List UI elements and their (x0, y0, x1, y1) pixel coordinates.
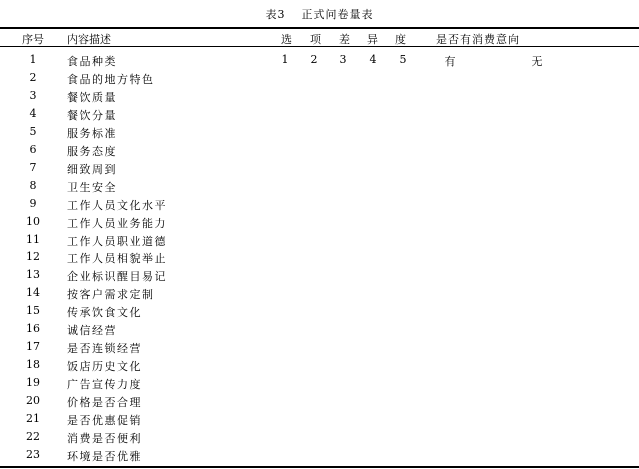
row-description: 工作人员职业道德 (67, 234, 167, 248)
table-row (0, 71, 639, 89)
table-row (0, 233, 639, 251)
table-row (0, 394, 639, 412)
row-description: 工作人员业务能力 (67, 216, 167, 230)
row-description: 广告宣传力度 (67, 378, 142, 392)
row-number: 17 (26, 340, 40, 354)
row-description: 餐饮质量 (67, 90, 117, 104)
row-description: 是否优惠促销 (67, 414, 142, 427)
row-number: 5 (29, 124, 37, 138)
header-desc: 内容描述 (67, 33, 111, 46)
row-number: 10 (26, 214, 40, 228)
table-row (0, 340, 639, 358)
table-row (0, 304, 639, 322)
row-description: 环境是否优雅 (67, 449, 142, 463)
scale-2: 2 (310, 53, 318, 66)
row-description: 卫生安全 (67, 180, 117, 194)
row-description: 价格是否合理 (67, 396, 142, 410)
header-option-2: 项 (310, 33, 321, 46)
header-option-4: 异 (367, 33, 378, 46)
row-description: 按客户需求定制 (67, 288, 155, 302)
row-description: 传承饮食文化 (67, 306, 142, 320)
row-description: 餐饮分量 (67, 108, 117, 122)
row-description: 服务标准 (67, 126, 117, 140)
header-rule (0, 46, 639, 47)
row-number: 9 (29, 196, 37, 210)
scale-3: 3 (339, 53, 347, 66)
row-number: 4 (29, 106, 37, 120)
row-number: 6 (29, 142, 37, 156)
table-row (0, 89, 639, 107)
row-number: 19 (26, 376, 40, 390)
row-number: 15 (26, 304, 40, 318)
table-row (0, 179, 639, 197)
row-number: 18 (26, 358, 40, 372)
table-row (0, 376, 639, 394)
row-description: 工作人员文化水平 (67, 198, 167, 212)
table-row (0, 358, 639, 376)
row-number: 23 (26, 447, 40, 461)
row-number: 22 (26, 429, 40, 443)
table-row (0, 286, 639, 304)
row-number: 7 (29, 160, 37, 174)
table-row (0, 197, 639, 215)
row-number: 16 (26, 322, 40, 336)
intent-no: 无 (531, 55, 543, 68)
header-option-3: 差 (339, 33, 350, 46)
header-option-1: 选 (281, 33, 292, 46)
row-description: 服务态度 (67, 144, 117, 158)
table-row (0, 448, 639, 466)
row-number: 8 (29, 178, 37, 192)
header-no: 序号 (22, 33, 44, 46)
scale-5: 5 (399, 53, 407, 66)
row-number: 3 (29, 88, 37, 102)
table-caption (0, 6, 639, 22)
row-number: 13 (26, 268, 40, 282)
row-number: 1 (29, 53, 37, 66)
row-number: 2 (29, 70, 37, 84)
top-rule (0, 27, 639, 29)
table-label: 表3 (265, 8, 286, 21)
row-number: 14 (26, 286, 40, 300)
table-row (0, 161, 639, 179)
table-row (0, 268, 639, 286)
bottom-rule (0, 466, 639, 468)
row-number: 11 (26, 232, 40, 246)
row-description: 诚信经营 (67, 324, 117, 338)
row-description: 工作人员相貌举止 (67, 252, 167, 266)
row-number: 21 (26, 412, 40, 425)
row-description: 企业标识醒目易记 (67, 270, 167, 284)
table-row (0, 107, 639, 125)
table-row (0, 215, 639, 233)
table-row (0, 143, 639, 161)
row-description: 饭店历史文化 (67, 360, 142, 374)
table-row (0, 250, 639, 268)
row-number: 12 (26, 250, 40, 264)
row-description: 食品种类 (67, 55, 117, 68)
scale-4: 4 (369, 53, 377, 66)
row-description: 细致周到 (67, 162, 117, 176)
header-intent: 是否有消费意向 (436, 33, 520, 46)
row-number: 20 (26, 394, 40, 408)
row-description: 消费是否便利 (67, 431, 142, 445)
table-title: 正式问卷量表 (301, 8, 374, 21)
header-option-5: 度 (395, 33, 406, 46)
intent-yes: 有 (444, 55, 456, 68)
table-row (0, 430, 639, 448)
scale-1: 1 (281, 53, 289, 66)
table-row (0, 322, 639, 340)
table-row (0, 412, 639, 430)
row-description: 是否连锁经营 (67, 342, 142, 356)
row-description: 食品的地方特色 (67, 72, 155, 86)
table-row (0, 125, 639, 143)
